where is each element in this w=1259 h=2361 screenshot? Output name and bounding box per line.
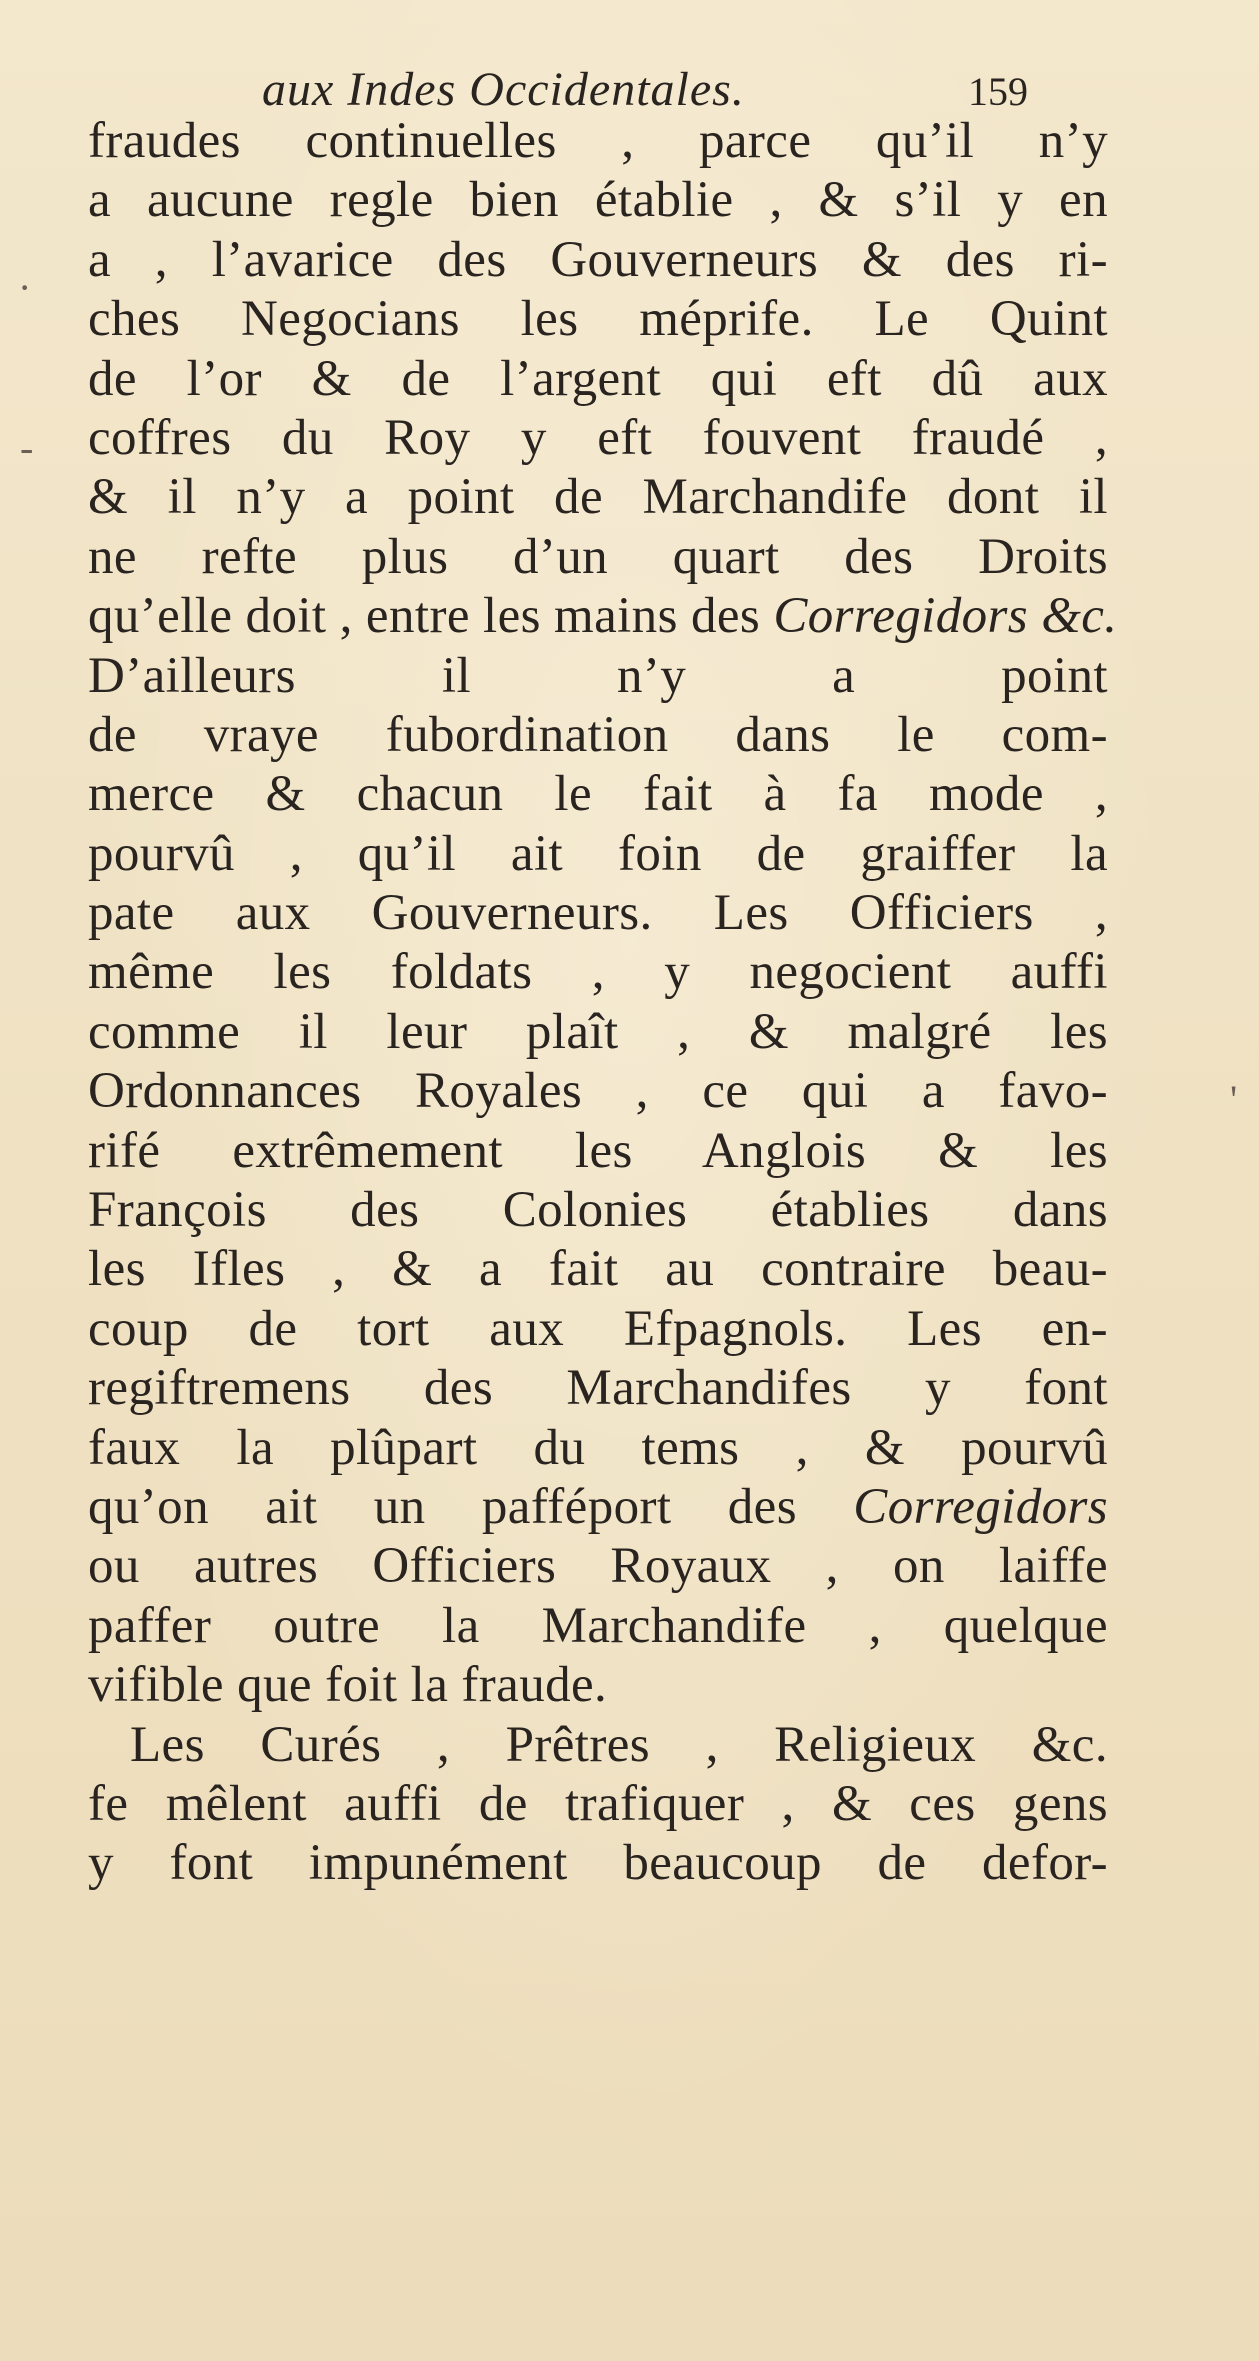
italic-word: Corregidors &c. — [773, 588, 1118, 645]
text-line: ches Negocians les méprife. Le Quint — [88, 291, 1108, 348]
line-segment: qu’on ait un pafféport des — [88, 1478, 797, 1535]
margin-speck: · — [18, 265, 32, 310]
text-line: ou autres Officiers Royaux , on laiffe — [88, 1538, 1108, 1595]
text-line: rifé extrêmement les Anglois & les — [88, 1122, 1108, 1179]
paragraph-end-line: vifible que foit la fraude. — [88, 1657, 608, 1714]
text-line: faux la plûpart du tems , & pourvû — [88, 1419, 1108, 1476]
margin-tick: ' — [1230, 1077, 1238, 1122]
body-text — [88, 112, 1118, 1894]
text-line: merce & chacun le fait à fa mode , — [88, 766, 1108, 823]
text-line: coffres du Roy y eft fouvent fraudé , — [88, 409, 1108, 466]
italic-word: Corregidors — [853, 1478, 1109, 1535]
text-line: coup de tort aux Efpagnols. Les en- — [88, 1300, 1108, 1357]
text-line: a , l’avarice des Gouverneurs & des ri- — [88, 231, 1108, 288]
paragraph-start-line: Les Curés , Prêtres , Religieux &c. — [130, 1716, 1108, 1773]
text-line: Ordonnances Royales , ce qui a favo- — [88, 1063, 1108, 1120]
text-line: les Ifles , & a fait au contraire beau- — [88, 1241, 1108, 1298]
line-segment: qu’elle doit , entre les mains des — [88, 588, 761, 645]
text-line: ne refte plus d’un quart des Droits — [88, 528, 1108, 585]
text-line: François des Colonies établies dans — [88, 1182, 1108, 1239]
text-line: de vraye fubordination dans le com- — [88, 706, 1108, 763]
text-line: y font impunément beaucoup de defor- — [88, 1835, 1108, 1892]
text-line: fraudes continuelles , parce qu’il n’y — [88, 113, 1108, 169]
text-line: pourvû , qu’il ait foin de graiffer la — [88, 825, 1108, 882]
text-line: de l’or & de l’argent qui eft dû aux — [88, 350, 1108, 407]
text-line — [88, 587, 1118, 646]
text-line: a aucune regle bien établie , & s’il y en — [88, 172, 1108, 229]
text-line — [88, 1478, 1108, 1537]
text-line: fe mêlent auffi de trafiquer , & ces gens — [88, 1775, 1108, 1832]
text-line: comme il leur plaît , & malgré les — [88, 1003, 1108, 1060]
text-line: D’ailleurs il n’y a point — [88, 647, 1108, 704]
running-title: aux Indes Occidentales. — [262, 63, 745, 116]
text-line: & il n’y a point de Marchandife dont il — [88, 469, 1108, 526]
text-line: regiftremens des Marchandifes y font — [88, 1360, 1108, 1417]
text-line: paffer outre la Marchandife , quelque — [88, 1597, 1108, 1654]
text-line: pate aux Gouverneurs. Les Officiers , — [88, 885, 1108, 942]
page-number: 159 — [968, 69, 1028, 114]
margin-dash: - — [20, 425, 34, 470]
text-line: même les foldats , y negocient auffi — [88, 944, 1108, 1001]
